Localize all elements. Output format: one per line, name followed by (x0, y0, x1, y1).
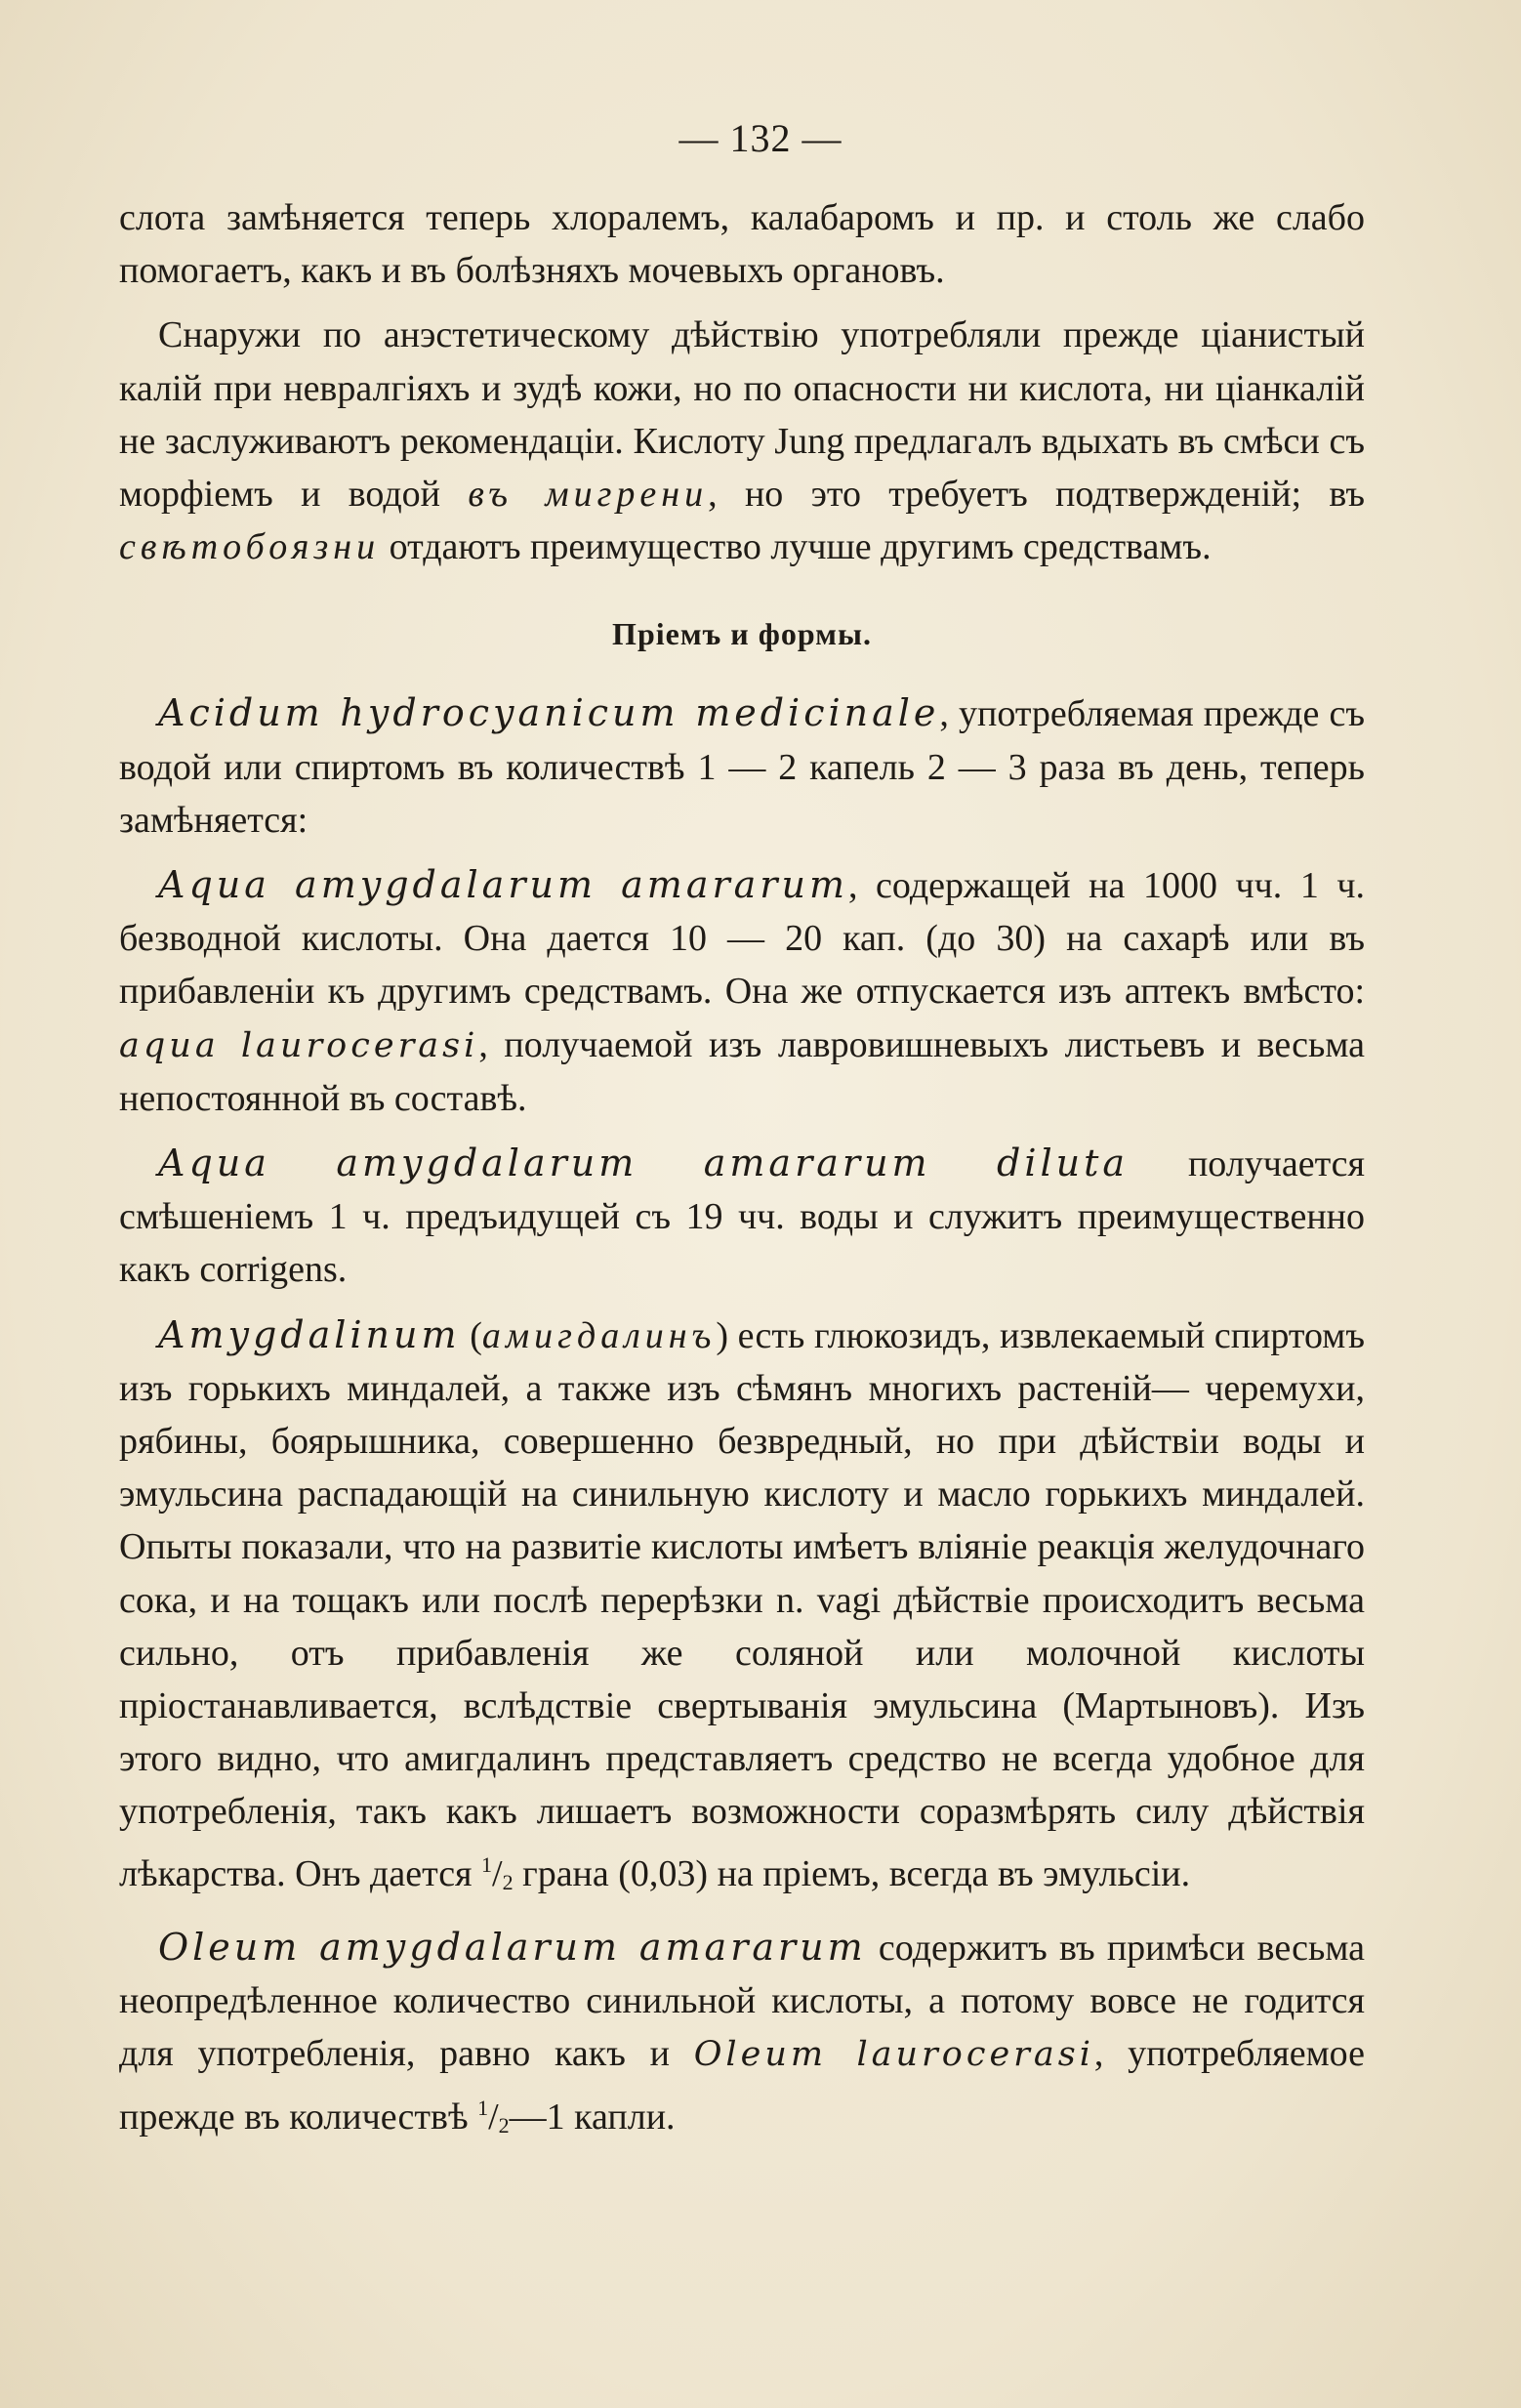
latin-term: Oleum amygdalarum amararum (158, 1925, 867, 1969)
paragraph-aqua-amygdalarum (119, 858, 1365, 1125)
paragraph-text: ( (470, 1314, 482, 1356)
section-heading: Пріемъ и формы. (612, 616, 872, 652)
fraction-denominator: 2 (498, 2112, 510, 2138)
paragraph-text: —1 капли. (509, 2096, 676, 2138)
latin-term: Amygdalinum (158, 1312, 461, 1356)
paragraph-oleum (119, 1921, 1365, 2152)
paragraph-continuation (119, 191, 1365, 297)
fraction: $^1/_2$ (477, 2095, 510, 2138)
paragraph-amygdalinum (119, 1308, 1365, 1909)
paragraph-text: получается смѣшеніемъ 1 ч. предъидущей съ 19 чч. воды и служитъ преимущественно какъ corrigens. (119, 1143, 1365, 1291)
page-body (119, 191, 1365, 2152)
paragraph-text: слота замѣняется теперь хлоралемъ, калабаромъ и пр. и столь же слабо помогаетъ, какъ и въ болѣзняхъ мочевыхъ органовъ. (119, 197, 1365, 292)
latin-term: Oleum laurocerasi (693, 2035, 1094, 2075)
paragraph-external-use (119, 309, 1365, 573)
fraction: $^1/_2$ (481, 1851, 514, 1894)
paragraph-text: Снаружи по анэстетическому дѣйствію употребляли прежде ціанистый калій при невралгіяхъ и зудѣ кожи, но по опасности ни кислота, ни ціанкалій не заслуживаютъ рекомендаціи. Кислоту Jung предлагалъ вдыхать въ смѣси съ морфіемъ и водой (119, 314, 1365, 516)
latin-term: Aqua amygdalarum amararum diluta (158, 1142, 1130, 1185)
fraction-numerator: 1 (481, 1851, 493, 1877)
paragraph-text: , употребляемое прежде въ количествѣ (119, 2033, 1366, 2138)
latin-term: Aqua amygdalarum amararum (158, 863, 848, 907)
spaced-term: свѣтобоязни (119, 526, 381, 568)
fraction-denominator: 2 (502, 1869, 514, 1894)
paragraph-text: , употребляемая прежде съ водой или спиртомъ въ количествѣ 1 — 2 капель 2 — 3 раза въ день, теперь замѣняется: (119, 693, 1365, 841)
latin-term: Acidum hydrocyanicum medicinale (158, 691, 940, 735)
paragraph-text: , содержащей на 1000 чч. 1 ч. безводной кислоты. Она дается 10 — 20 кап. (до 30) на сахарѣ или въ прибавленіи къ другимъ средствамъ. Она же отпускается изъ аптекъ вмѣсто: (119, 865, 1365, 1013)
paragraph-acidum (119, 686, 1365, 847)
spaced-term: амигдалинъ (481, 1314, 717, 1356)
paragraph-text: , но это требуетъ подтвержденій; въ (708, 474, 1366, 516)
latin-term: aqua laurocerasi (119, 1025, 479, 1065)
paragraph-text: , получаемой изъ лавровишневыхъ листьевъ и весьма непостоянной въ составѣ. (119, 1023, 1365, 1119)
spaced-term: въ мигрени (468, 474, 709, 516)
paragraph-text: ) есть глюкозидъ, извлекаемый спиртомъ изъ горькихъ миндалей, а также изъ сѣмянъ многихъ растеній— черемухи, рябины, боярышника, совершенно безвредный, но при дѣйствіи воды и эмульсина распадающій на синильную кислоту и масло горькихъ миндалей. Опыты показали, что на развитіе кислоты имѣетъ вліяніе реакція желудочнаго сока, и на тощакъ или послѣ перерѣзки n. vagi дѣйствіе происходитъ весьма сильно, отъ прибавленія же соляной или молочной кислоты пріостанавливается, вслѣдствіе свертыванія эмульсина (Мартыновъ). Изъ этого видно, что амигдалинъ представляетъ средство не всегда удобное для употребленія, такъ какъ лишаетъ возможности соразмѣрять силу дѣйствія лѣкарства. Онъ дается (119, 1314, 1365, 1894)
paragraph-aqua-diluta (119, 1137, 1365, 1297)
page-number: — 132 — (678, 116, 843, 160)
paragraph-text: содержитъ въ примѣси весьма неопредѣленное количество синильной кислоты, а потому вовсе не годится для употребленія, равно какъ и (119, 1927, 1365, 2075)
paragraph-text: отдаютъ преимущество лучше другимъ средствамъ. (389, 526, 1212, 568)
paragraph-text: грана (0,03) на пріемъ, всегда въ эмульсіи. (522, 1852, 1191, 1894)
fraction-numerator: 1 (477, 2095, 489, 2120)
